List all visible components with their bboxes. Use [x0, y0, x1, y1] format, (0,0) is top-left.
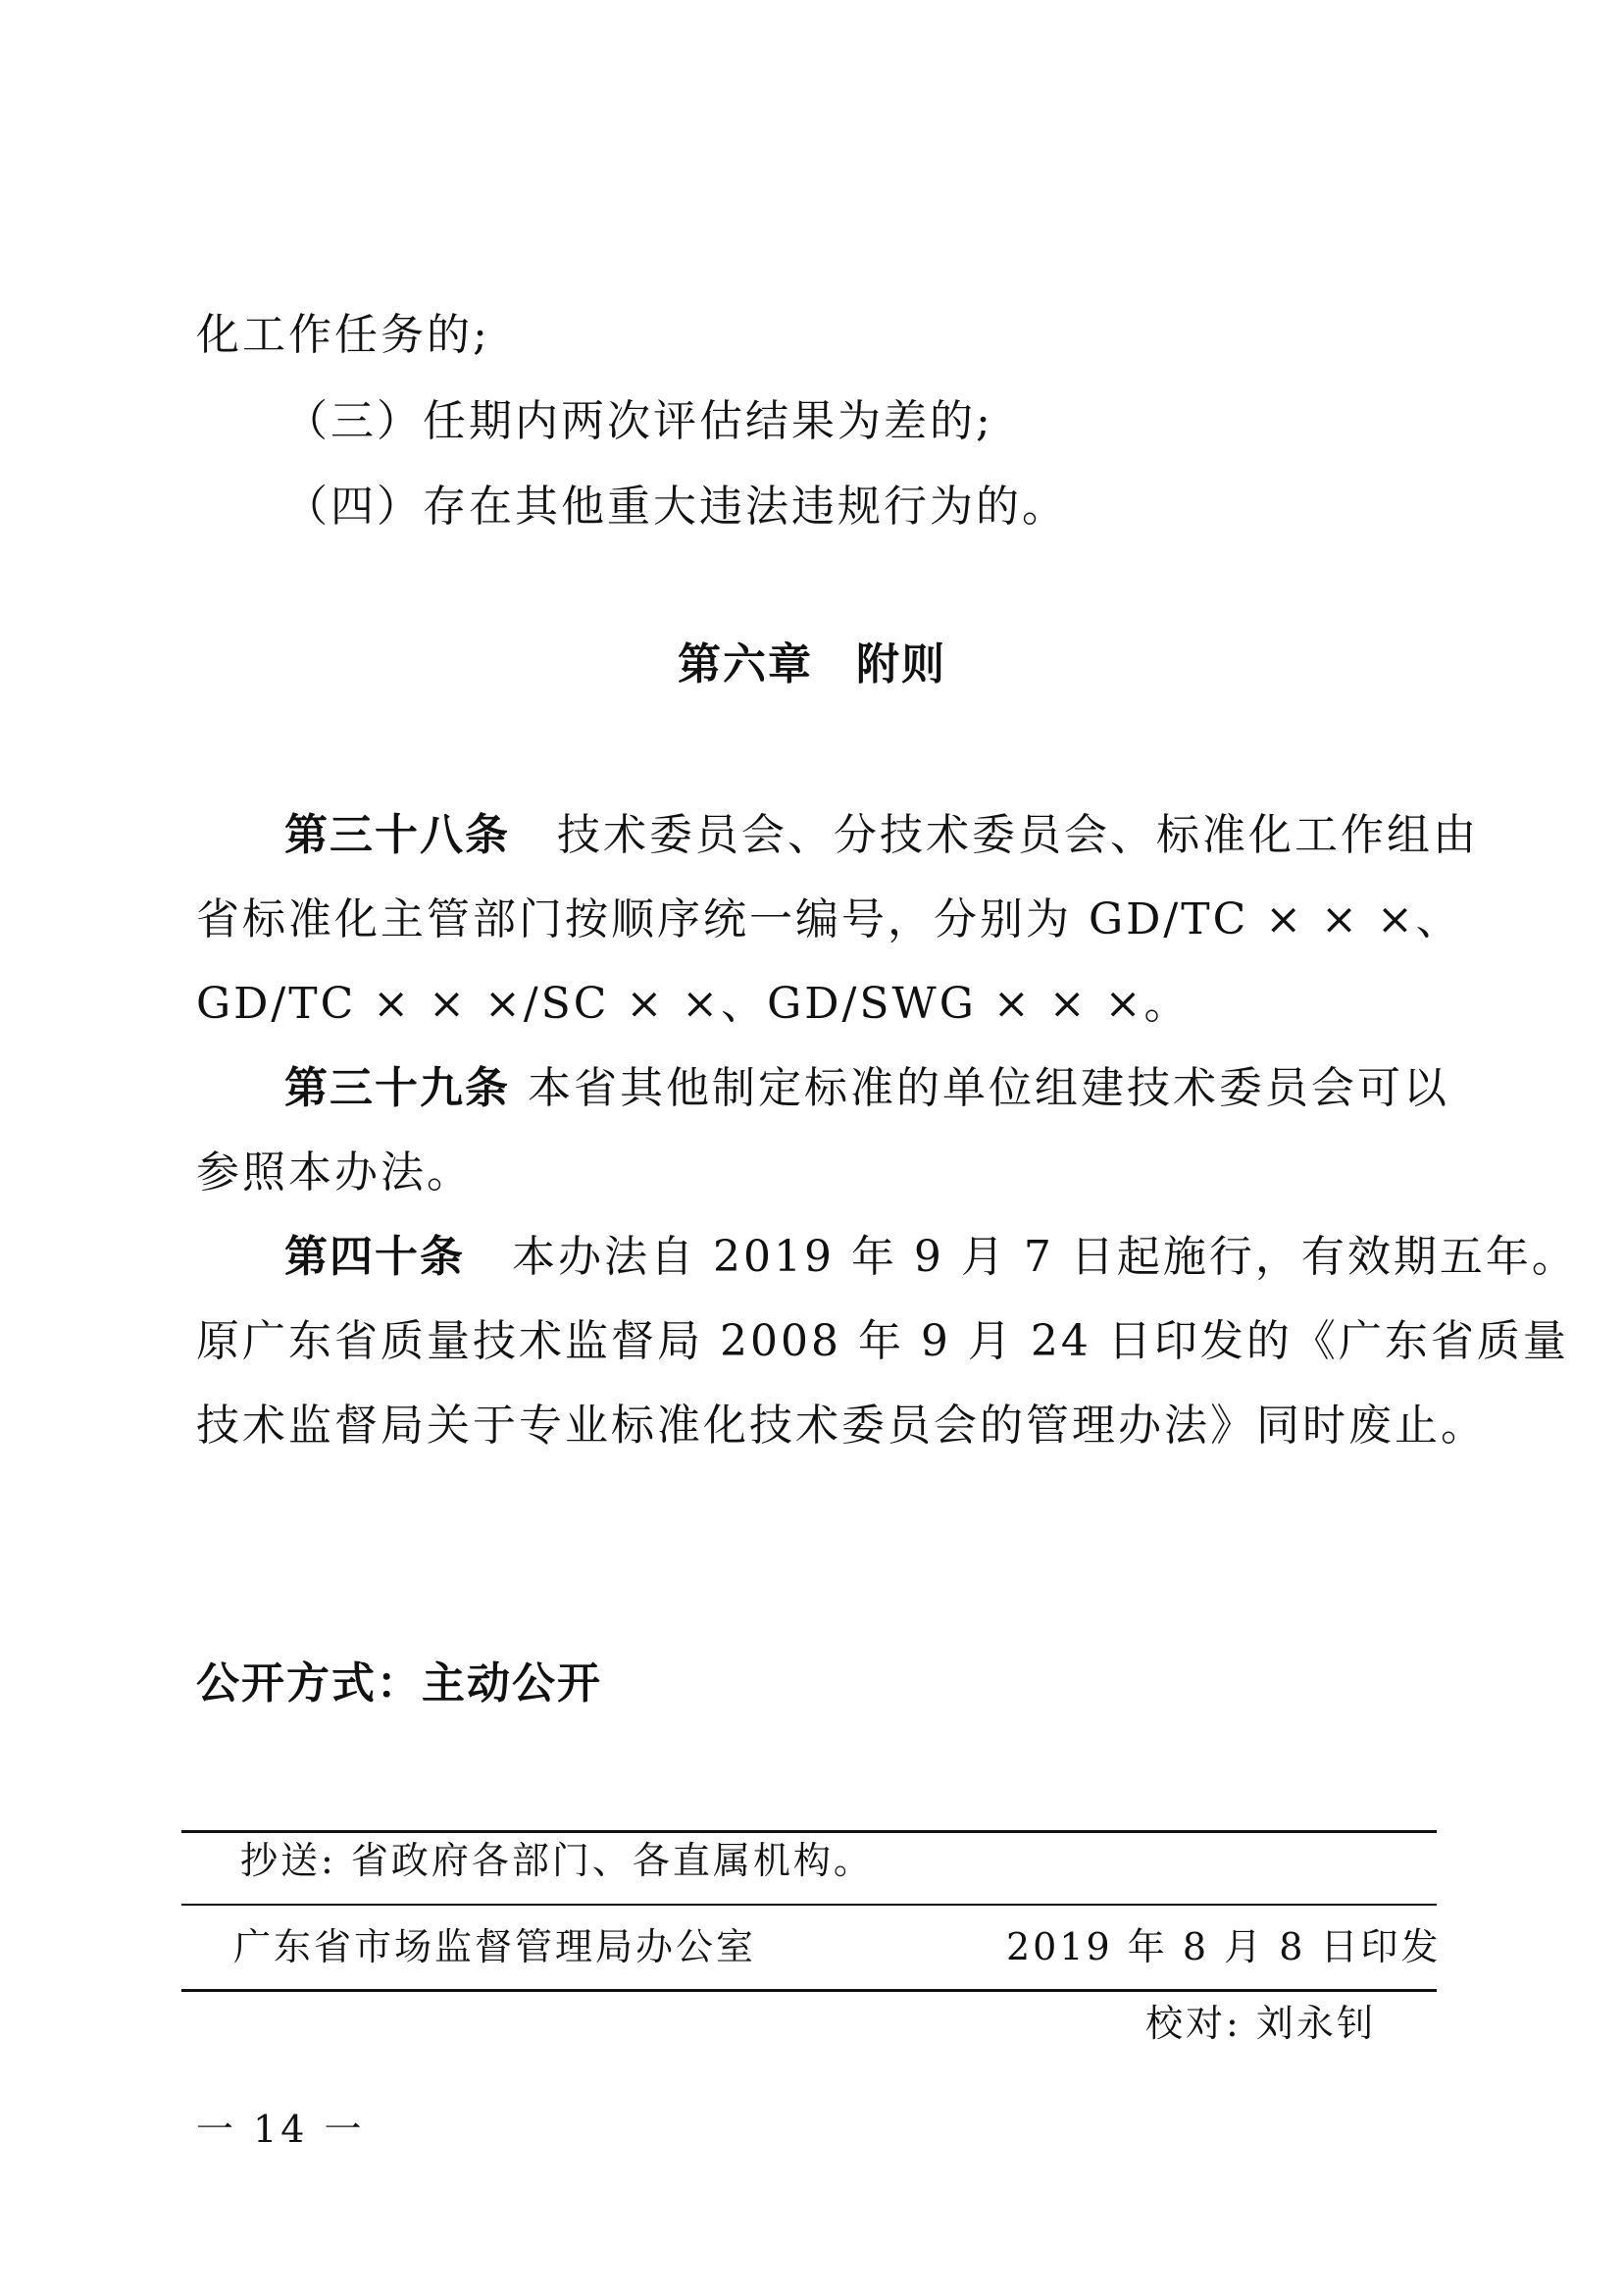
- article-40-line-3: 技术监督局关于专业标准化技术委员会的管理办法》同时废止。: [196, 1401, 1487, 1451]
- article-39-line-2: 参照本办法。: [196, 1147, 473, 1198]
- proofreader: 校对: 刘永钊: [1145, 2002, 1377, 2045]
- chapter-title: 附则: [856, 639, 946, 689]
- article-39-line-1: 本省其他制定标准的单位组建技术委员会可以: [528, 1063, 1449, 1113]
- page-number: 一 14 一: [196, 2108, 366, 2151]
- issuer: 广东省市场监督管理局办公室: [233, 1925, 757, 1968]
- article-38-head: 第三十八条: [284, 810, 510, 860]
- body-item-3: （三）任期内两次评估结果为差的;: [284, 396, 993, 446]
- chapter-number: 第六章: [678, 639, 813, 689]
- article-40-line-1: 本办法自 2019 年 9 月 7 日起施行，有效期五年。: [512, 1232, 1578, 1282]
- footer-middle-rule: [181, 1904, 1437, 1906]
- footer-top-rule: [181, 1830, 1437, 1833]
- article-38-line-3: GD/TC × × ×/SC × ×、GD/SWG × × ×。: [196, 979, 1191, 1029]
- article-38-line-1: 技术委员会、分技术委员会、标准化工作组由: [557, 810, 1479, 860]
- footer-bottom-rule: [181, 1989, 1437, 1992]
- article-39-head: 第三十九条: [284, 1063, 510, 1113]
- article-40-first-line: [284, 1228, 1578, 1287]
- body-item-4: （四）存在其他重大违法违规行为的。: [284, 482, 1068, 532]
- article-40-line-2: 原广东省质量技术监督局 2008 年 9 月 24 日印发的《广东省质量: [196, 1316, 1569, 1366]
- article-40-head: 第四十条: [284, 1232, 465, 1282]
- article-39-first-line: [284, 1059, 1449, 1118]
- article-38-first-line: [284, 806, 1479, 865]
- chapter-heading: [0, 636, 1624, 694]
- disclosure-method: 公开方式：主动公开: [196, 1658, 602, 1708]
- cc-line: 抄送: 省政府各部门、各直属机构。: [240, 1839, 874, 1882]
- issue-date: 2019 年 8 月 8 日印发: [1006, 1925, 1442, 1968]
- article-38-line-2: 省标准化主管部门按顺序统一编号，分别为 GD/TC × × ×、: [196, 894, 1462, 944]
- body-line-continued: 化工作任务的;: [196, 310, 490, 360]
